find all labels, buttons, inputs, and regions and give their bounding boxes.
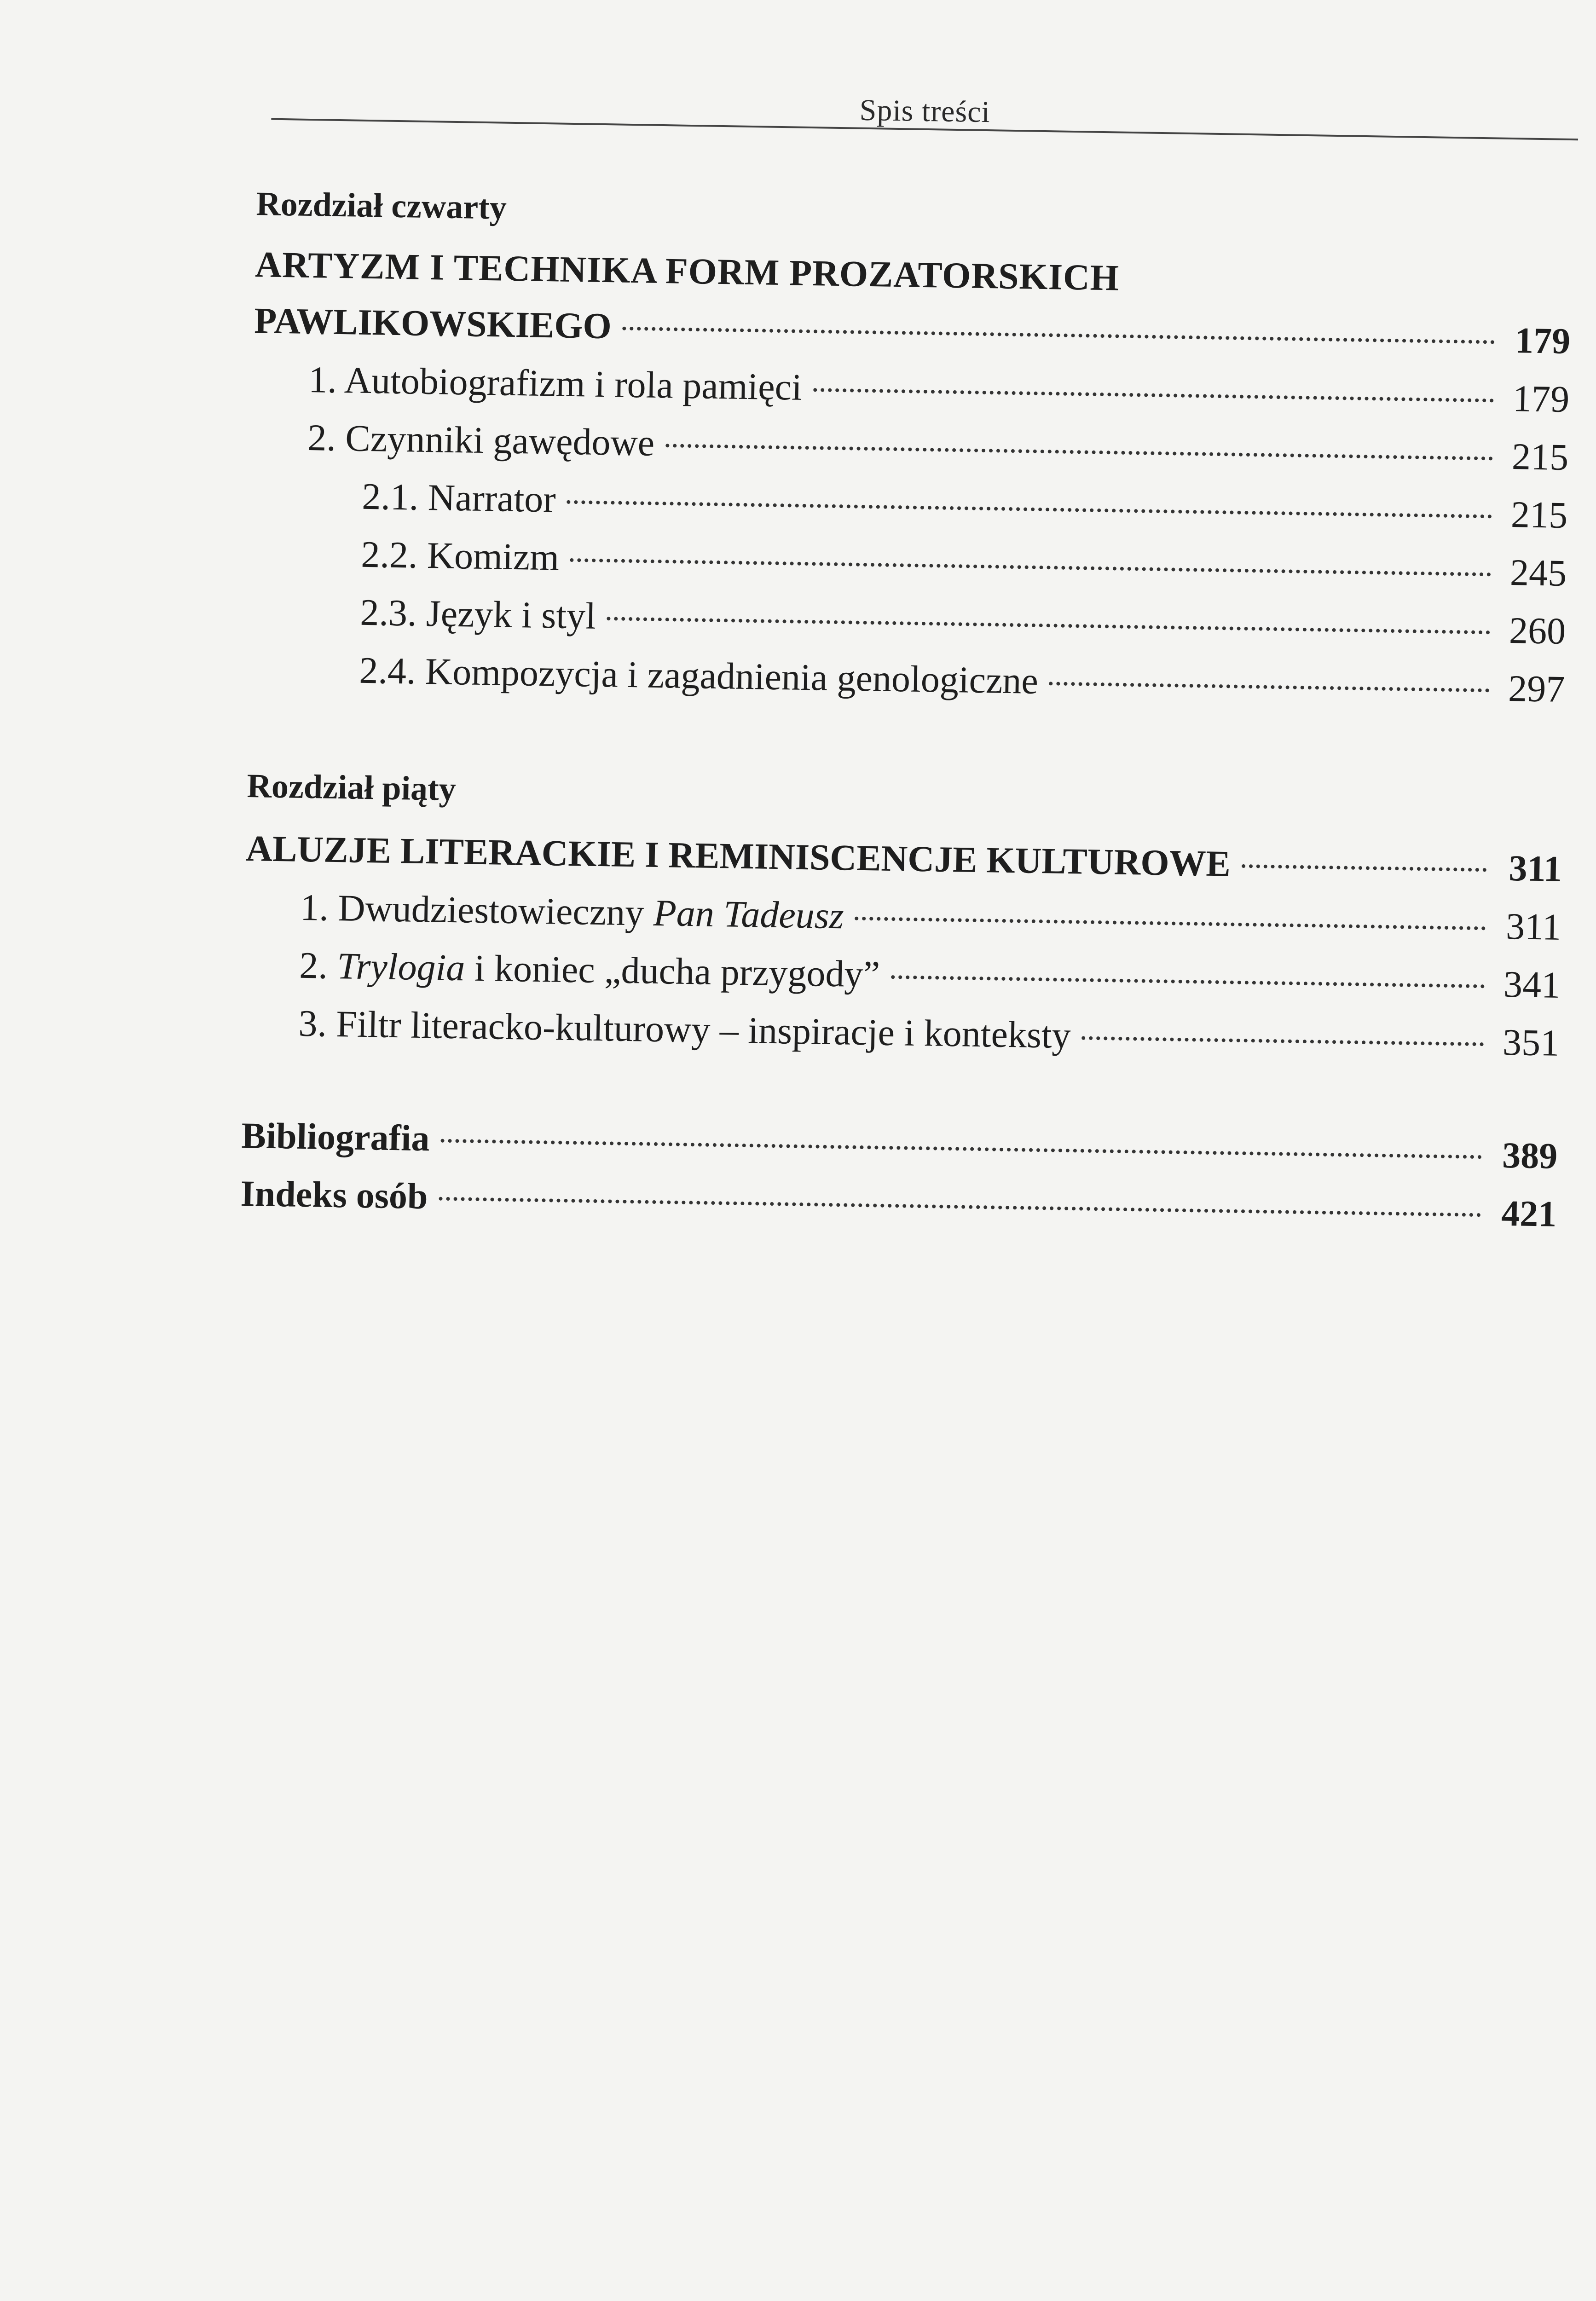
dot-leader [439, 1197, 1481, 1217]
dot-leader [440, 1139, 1482, 1159]
toc-entry-title [299, 937, 880, 1004]
dot-leader [855, 917, 1486, 931]
toc-entry-title: 2.3. Język i styl [359, 591, 596, 637]
entry-text-suffix: i koniec „ducha przygody” [464, 947, 880, 995]
dot-leader [813, 388, 1494, 402]
toc-entry-title: 1. Autobiografizm i rola pamięci [308, 358, 803, 408]
entry-text: 3. Filtr literacko-kulturowy – inspiracje i konteksty [298, 1002, 1071, 1057]
toc-entry-title: Bibliografia [241, 1115, 430, 1159]
page-number: 260 [1509, 609, 1566, 652]
chapter-4-label: Rozdział czwarty [255, 185, 507, 227]
toc-entry-title [298, 994, 1071, 1064]
dot-leader [665, 444, 1493, 460]
page-number: 351 [1502, 1021, 1560, 1064]
dot-leader [1049, 682, 1490, 692]
page-number: 311 [1508, 848, 1562, 890]
page-number: 341 [1503, 963, 1561, 1006]
toc-entry-title: 2.4. Kompozycja i zagadnienia genologiczne [359, 649, 1039, 702]
chapter-4-title-line-2: PAWLIKOWSKIEGO [254, 301, 612, 347]
dot-leader [623, 327, 1495, 344]
toc-entry-title: 2.2. Komizm [360, 533, 560, 578]
entry-italic-title: Trylogia [336, 945, 466, 989]
dot-leader [570, 558, 1491, 576]
page-number: 245 [1509, 551, 1567, 594]
header-title: Spis treści [859, 93, 991, 129]
page-number: 311 [1505, 905, 1561, 948]
dot-leader [567, 500, 1492, 519]
dot-leader [1082, 1036, 1484, 1046]
chapter-5-title: ALUZJE LITERACKIE I REMINISCENCJE KULTUROWE [245, 828, 1231, 885]
chapter-4-title-line-1: ARTYZM I TECHNIKA FORM PROZATORSKICH [254, 244, 1120, 299]
entry-text: 2. [299, 944, 338, 987]
page-number: 389 [1502, 1135, 1558, 1177]
chapter-5-label: Rozdział piąty [246, 767, 457, 809]
entry-text: 1. Dwudziestowieczny [300, 886, 654, 934]
page-number: 215 [1511, 435, 1569, 478]
toc-entry-title: Indeks osób [240, 1173, 428, 1217]
dot-leader [1242, 864, 1486, 872]
toc-entry-title [300, 879, 844, 945]
toc-entry-title: 2. Czynniki gawędowe [307, 416, 655, 464]
entry-italic-title: Pan Tadeusz [653, 891, 844, 937]
page-number: 179 [1515, 320, 1571, 362]
dot-leader [891, 975, 1485, 988]
running-header [271, 84, 1579, 139]
page-number: 297 [1508, 667, 1565, 710]
page-number: 215 [1510, 493, 1568, 536]
dot-leader [607, 617, 1490, 634]
page-number: 179 [1512, 377, 1570, 420]
table-of-contents [240, 185, 1573, 1243]
page-number: 421 [1501, 1193, 1557, 1235]
toc-entry-title: 2.1. Narrator [361, 475, 556, 520]
